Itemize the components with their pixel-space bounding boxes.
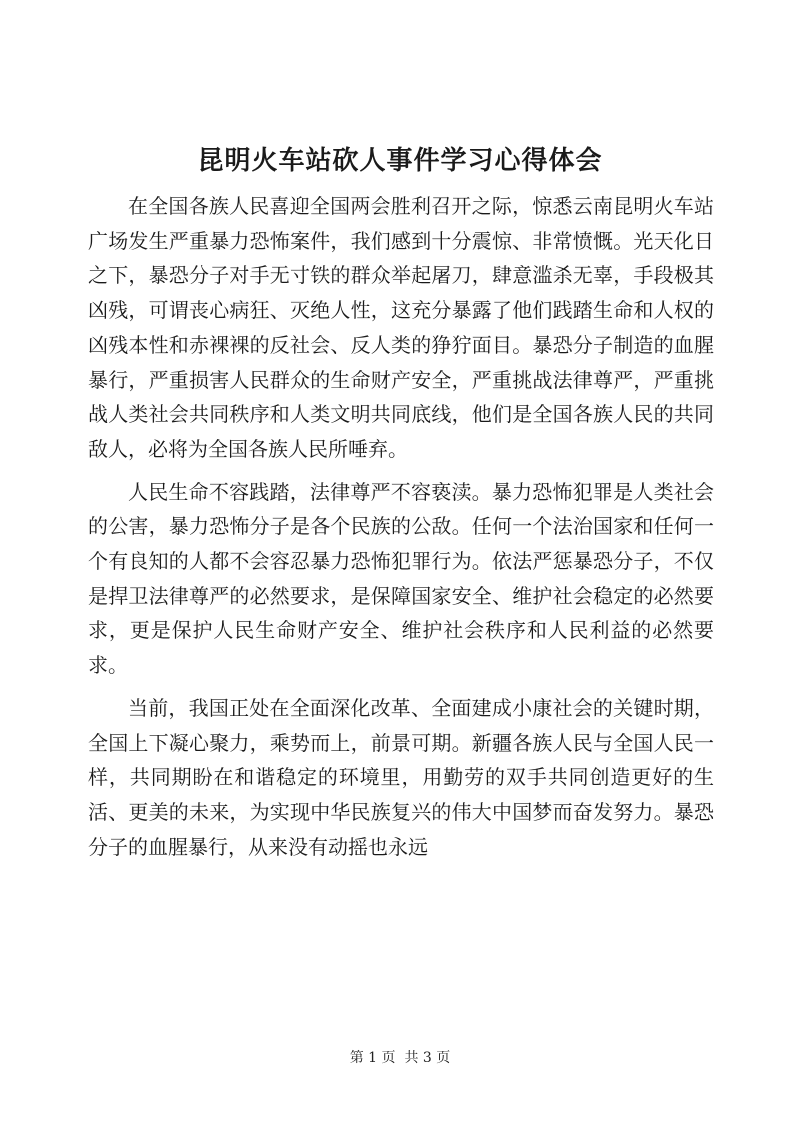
paragraph-1: 在全国各族人民喜迎全国两会胜利召开之际，惊悉云南昆明火车站广场发生严重暴力恐怖案件，我们感到十分震惊、非常愤慨。光天化日之下，暴恐分子对手无寸铁的群众举起屠刀，肆意滥杀无辜，手段极其凶残，可谓丧心病狂、灭绝人性，这充分暴露了他们践踏生命和人权的凶残本性和赤裸裸的反社会、反人类的狰狞面目。暴恐分子制造的血腥暴行，严重损害人民群众的生命财产安全，严重挑战法律尊严，严重挑战人类社会共同秩序和人类文明共同底线，他们是全国各族人民的共同敌人，必将为全国各族人民所唾弃。: [88, 194, 714, 461]
paragraph-2: 人民生命不容践踏，法律尊严不容亵渎。暴力恐怖犯罪是人类社会的公害，暴力恐怖分子是各个民族的公敌。任何一个法治国家和任何一个有良知的人都不会容忍暴力恐怖犯罪行为。依法严惩暴恐分子，不仅是捍卫法律尊严的必然要求，是保障国家安全、维护社会稳定的必然要求，更是保护人民生命财产安全、维护社会秩序和人民利益的必然要求。: [88, 479, 714, 678]
document-body: [88, 189, 714, 872]
paragraph-3: 当前，我国正处在全面深化改革、全面建成小康社会的关键时期，全国上下凝心聚力，乘势而上，前景可期。新疆各族人民与全国人民一样，共同期盼在和谐稳定的环境里，用勤劳的双手共同创造更好的生活、更美的未来，为实现中华民族复兴的伟大中国梦而奋发努力。暴恐分子的血腥暴行，从来没有动摇也永远: [88, 695, 714, 859]
page-footer: [0, 1048, 800, 1068]
page-number-label: 第 1 页 共 3 页: [349, 1050, 451, 1066]
document-title: 昆明火车站砍人事件学习心得体会: [197, 146, 603, 176]
